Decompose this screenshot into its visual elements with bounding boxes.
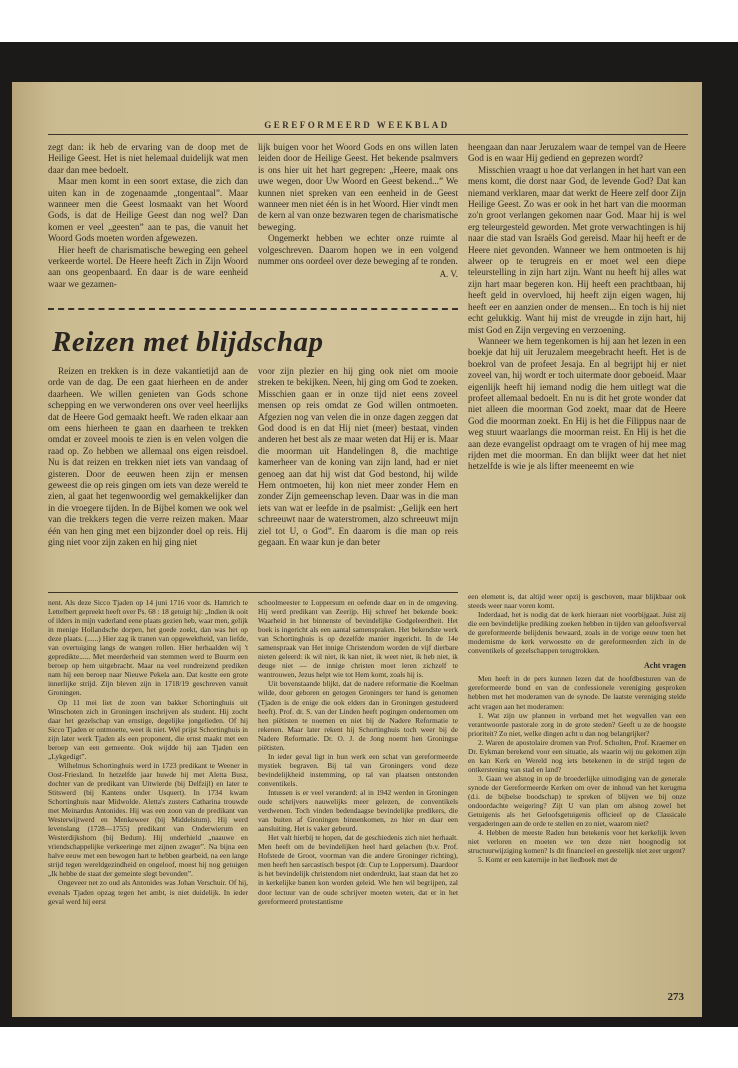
paragraph: Intussen is er veel veranderd: al in 1942 werden in Groningen oude schrijvers nauwelijks meer gelezen, de conventikels verdwenen. Toch vinden bedendaagse bevindelijke predikers, die van buiten af Groningen binnenkomen, zo hier en daar een aansluiting. Het is vaker gebeurd. <box>258 787 458 834</box>
paragraph: voor zijn plezier en hij ging ook niet om mooie streken te bekijken. Neen, hij ging om God te zoeken. Misschien gaan er in onze tijd niet eens zoveel mensen op reis omdat ze God willen ontmoeten. Afgezien nog van velen die in onze dagen zeggen dat God dood is en dat Hij niet (meer) bestaat, vinden anderen het best als ze maar weten dat Hij er is. Maar die moorman uit Handelingen 8, die machtige kamerheer van de koning van zijn land, had er niet genoeg aan dat hij wist dat God bestond, hij wilde Hem ontmoeten, hij kon niet meer zonder Hem en zonder Zijn gemeenschap leven. Daar was in die man iets van wat er leefde in de psalmist: „Gelijk een hert schreeuwt naar de waterstromen, alzo schreeuwt mijn ziel tot U, o God”. En daarom is die man op reis gegaan. En waar kun je dan beter <box>258 366 458 548</box>
paragraph: 1. Wat zijn uw plannen in verband met het wegvallen van een verantwoorde pastorale zorg in de grote steden? Geeft u ze de hoogste prioriteit? Zo niet, welke dingen acht u dan nog belangrijker? <box>468 710 686 738</box>
magazine-page <box>12 82 702 1017</box>
subheading: Acht vragen <box>644 661 686 671</box>
paragraph: Ongemerkt hebben we echter onze ruimte al volgeschreven. Daarom hopen we in een volgend nummer ons oordeel over deze beweging af te ronden. <box>258 233 458 267</box>
article-column-2 <box>258 366 458 549</box>
paragraph: Het valt hierbij te hopen, dat de geschiedenis zich niet herhaalt. Men heeft om de bevindelijken heel hard gelachen (b.v. Prof. Hofstede de Groot, voorman van die andere Groninger richting), men heeft hen sarcastisch bespot (dr. Cup te Loppersum). Daardoor is het bevindelijk christendom niet onderdrukt, laat staan dat het zo in kerkelijke banen kon worden geleid. Wie hen wil begrijpen, zal door lectuur van de oude schrijver moeten weten, dat er in het gereformeerd protestantisme <box>258 833 458 906</box>
article-title: Reizen met blijdschap <box>52 326 324 358</box>
paragraph: Uit bovenstaande blijkt, dat de nadere reformatie die Koelman wilde, door geboren en getogen Groningers ter hand is genomen (Tjaden is de enige die ook elders dan in Groningen gestudeerd heeft). Prof. dr. S. van der Linden heeft pogingen ondernomen om hen piëtisten te noemen en niet bij de Nadere Reformatie te rekenen. Maar later rekent hij Schortinghuis toch weer bij de Nadere Reformatie. Dr. O. J. de Jong noemt hen Groningse piëtisten. <box>258 679 458 752</box>
section-rule <box>48 592 458 593</box>
section-divider <box>48 308 458 310</box>
page-number: 273 <box>667 991 684 1003</box>
small-column-3 <box>468 592 686 864</box>
paragraph: Wanneer we hem tegenkomen is hij aan het lezen in een boekje dat hij uit Jeruzalem meegebracht heeft. Het is de boekrol van de profeet Jesaja. En al begrijpt hij er niet zoveel van, hij wordt er toch uitermate door geboeid. Maar eigenlijk heeft hij iemand nodig die hem uitlegt wat die profeet allemaal bedoelt. En nu is dit het grote wonder dat niet alleen die moorman God zoekt, maar dat de Heere God die moorman zoekt. En Hij is het die Filippus naar de weg stuurt waarlangs die moorman reist. En Hij is het die aan deze evangelist opdraagt om te vragen of hij mee mag rijden met die moorman. En dan blijkt weer dat het niet hetzelfde is wie je als lifter meeneemt en wie <box>468 335 686 472</box>
paragraph: Op 11 mei liet de zoon van bakker Schortinghuis uit Winschoten zich in Groningen inschrijven als student. Hij zocht daar het gezelschap van ernstige, degelijke jongelieden. Of hij Sicco Tjaden er ontmoette, weet ik niet. Wel prijst Schortinghuis in zijn later werk Tjaden als een proponent, die ernst maakt met een beroep van een gemeente. Ook wijdde hij aan Tjaden een „Lykgedigt”. <box>48 697 248 761</box>
paragraph: heengaan dan naar Jeruzalem waar de tempel van de Heere God is en waar Hij gediend en geprezen wordt? <box>468 142 686 164</box>
small-column-2 <box>258 598 458 906</box>
paragraph: lijk buigen voor het Woord Gods en ons willen laten leiden door de Heilige Geest. Het bekende psalmvers is ons hier uit het hart gegrepen: „Heere, maak ons uwe wegen, door Uw Woord en Geest bekend...” We kunnen niet spreken van een eenheid in de Geest wanneer men niet één is in het Woord. Hier vindt men de kern al van onze bezwaren tegen de charismatische beweging. <box>258 142 458 232</box>
paragraph: Inderdaad, het is nodig dat de kerk hieraan niet voorbijgaat. Juist zij die een bevindelijke prediking zoeken hebben in tijden van geloofsverval de gereformeerde belijdenis bewaard, zoals in de vorige eeuw toen het modernisme de kerk verwoestte en de gereformeerden zich in de conventikels of gezelschappen terugtrokken. <box>468 610 686 656</box>
paragraph: Hier heeft de charismatische beweging een geheel verkeerde wortel. De Heere heeft Zich in Zijn Woord aan ons geopenbaard. En daar is de ware eenheid waar we gezamen- <box>48 244 248 289</box>
paragraph: In ieder geval ligt in hun werk een schat van gereformeerde mystiek begraven. Bij tal van Groningers vond deze bevindelijkheid instemming, op tal van plaatsen ontstonden conventikels. <box>258 751 458 788</box>
paragraph: schoolmeester te Loppersum en oefende daar en in de omgeving. Hij werd predikant van Zeerijp. Hij schreef het bekende boek: Waarheid in het binnenste of bevindelijke Godgeleerdheit. Het boek is ingericht als een aantal samenspraken. Het bekendste werk van Schortinghuis is op dezelfde manier ingericht. In de 14e samenspraak van Het innige Christendom worden de vijf dierbare nieten geleerd: ik wil niet, ik kan niet, ik weet niet, ik heb niet, ik deuge niet — de innige christen moet leren zichzelf te wantrouwen, Jezus helpt wie tot Hem komt, zoals hij is. <box>258 598 458 680</box>
paragraph: Men heeft in de pers kunnen lezen dat de hoofdbesturen van de gereformeerde bond en van de confessionele vereniging gesproken hebben met het moderamen van de synode. De laatste vereniging stelde acht vragen aan het moderamen: <box>468 674 686 711</box>
paragraph: een element is, dat altijd weer opzij is geschoven, maar blijkbaar ook steeds weer naar voren komt. <box>468 592 686 611</box>
paragraph: Misschien vraagt u hoe dat verlangen in het hart van een mens komt, die dorst naar God, de levende God? Dat kan niemand verklaren, maar dat werkt de Heere zelf door Zijn Heilige Geest. Zo was er ook in het hart van die moorman zo'n groot verlangen gekomen naar God. Maar hij is wel erg teleurgesteld geworden. Met grote verwachtingen is hij naar die stad van Israëls God gereisd. Maar hij heeft er de Heere niet gevonden. Wanneer we hem ontmoeten is hij alweer op te terugreis en er moet wel een diepe teleurstelling in zijn hart zijn. Want nu heeft hij alles wat zijn hart maar begeren kon. Hij heeft een prachtbaan, hij heeft geld in overvloed, hij heeft zijn eigen wagen, hij heeft eer en aanzien onder de mensen... En toch is hij niet echt gelukkig. Want hij mist de vreugde in zijn hart, hij mist God en Zijn vergeving en verzoening. <box>468 164 686 335</box>
paragraph: Wilhelmus Schortinghuis werd in 1723 predikant te Weener in Oost-Friesland. In hetzelfde jaar huwde hij met Aletta Busz, dochter van de predikant van Uitwierde (bij Delfzijl) en later te Stitswerd (bij Kantens onder Usquert). In 1734 kwam Schortinghuis naar Midwolde. Aletta's zusters Catharina trouwde met Meinardus Antonides. Hij was een zoon van de predikant van Westerwijtwerd en Menkeweer (bij Middelstum). Hij werd levenslang (1728—1755) predikant van Onderwierum en Westerdijkshorn (bij Bedum). Hij onderhield „naauwe en vriendschappelijke verkeeringe met zijnen zwager”. Na bijna een halve eeuw met een bewogen hart te hebben gearbeid, na een lange strijd tegen wereldgezindheid en ongeloof, moest hij nog getuigen „Ik hebbe de staat der gemeinte slegt bevonden”. <box>48 760 248 879</box>
paragraph: 5. Komt er een katernije in het liedboek met de <box>478 855 618 865</box>
header-rule <box>48 134 688 135</box>
right-column <box>468 142 686 473</box>
paragraph: 4. Hebben de meeste Raden hun betekenis voor het kerkelijk leven niet verloren en moeten we ten deze niet hoognodig tot structuurwijziging komen? Is dit financieel en geestelijk niet zeer urgent? <box>468 828 686 856</box>
paragraph: zegt dan: ik heb de ervaring van de doop met de Heilige Geest. Het is niet helemaal duidelijk wat men daar dan mee bedoelt. <box>48 142 248 175</box>
signature: A. V. <box>439 269 458 280</box>
paragraph: Maar men komt in een soort extase, die zich dan uiten kan in de zogenaamde „tongentaal”. Maar wanneer men die Geest losmaakt van het Woord Gods, is dat de Heilige Geest dan nog wel? Dan komen er veel „geesten” aan te pas, die vanuit het Woord Gods moeten worden afgewezen. <box>48 176 248 244</box>
paragraph: 2. Waren de apostolaire dromen van Prof. Scholten, Prof. Kraemer en Dr. Eykman berekend voor een situatie, als waarin wij nu gekomen zijn en kan Kerk en Wereld nog iets betekenen in de strijd tegen de ontkerstening van stad en land? <box>468 737 686 774</box>
paragraph: 3. Gaan we alsnog in op de broederlijke uitnodiging van de generale synode der Gereformeerde Kerken om over de inhoud van het kerugma (d.i. de bijbelse boodschap) te spreken of blijven we bij onze ondoordachte weigering? Zijt U van plan om alsnog zowel het Getuigenis als het Geloofsgetuigenis officieel op de Classicale vergaderingen aan de orde te stellen en zo niet, waarom niet? <box>468 773 686 829</box>
top-mid-column <box>258 142 458 281</box>
running-head: GEREFORMEERD WEEKBLAD <box>264 120 450 130</box>
paragraph: Ongeveer net zo oud als Antonides was Johan Verschuir. Of hij, evenals Tjaden opzag tegen het ambt, is niet duidelijk. In ieder geval werd hij eerst <box>48 878 248 906</box>
paragraph: nent. Als deze Sicco Tjaden op 14 juni 1716 voor ds. Hamrich te Lettelbert gepreekt heeft over Ps. 68 : 18 getuigt hij: „Indien ik ooit of ilders in mijn vaderland eene plaats gezien heb, waar men, gelijk in menige Hollandsche dorpen, het goede zoekt, dan was het op deze plaats. (......) Hier zag ik tranen van opgewektheid, van liefde, van overtuiging langs de wangen rollen. Hier herhaalden wij 't gepredikte...... Met meerderheid van stemmen werd te Buurm een beroep op hem uitgebracht. Maar na veel rondreizend prediken nam hij een beroep naar Nieuwe Pekela aan. Dat kostte een grote innerlijke strijd. Zijn bleven zijn in 1718/19 geschreven vanuit Groningen. <box>48 598 248 698</box>
small-column-1 <box>48 598 248 906</box>
top-left-column <box>48 142 248 290</box>
article-column-1 <box>48 366 248 549</box>
paragraph: Reizen en trekken is in deze vakantietijd aan de orde van de dag. De een gaat hierheen en de ander daarheen. We willen genieten van Gods schone schepping en we verwonderen ons over veel heerlijks dat de Heere God gemaakt heeft. We raden elkaar aan om eens hierheen te gaan en daarheen te trekken omdat er zoveel moois te zien is en velen volgen die raad op. Zo hebben we allemaal ons eigen reisdoel. Nu is dat reizen en trekken niet iets van vandaag of gisteren. Door de eeuwen heen zijn er mensen geweest die op reis gingen om iets van deze wereld te zien, al gaat het tegenwoordig wel gemakkelijker dan in die vroegere tijden. In de Bijbel komen we ook wel van die trekkers tegen die verre reizen maken. Maar één van hen ging met een bijzonder doel op reis. Hij ging niet voor zijn zaken en hij ging niet <box>48 366 248 548</box>
